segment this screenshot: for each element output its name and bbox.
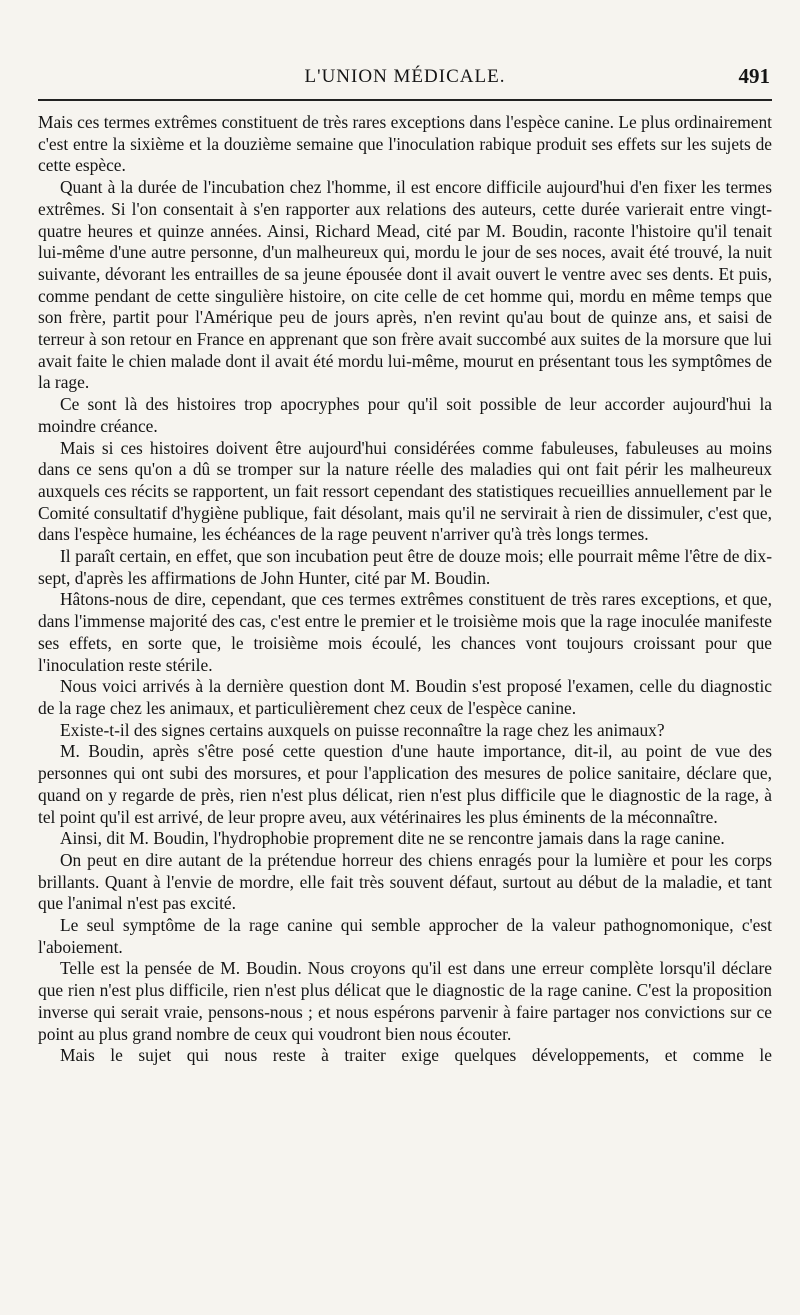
header-rule [38, 99, 772, 101]
body-text [38, 112, 772, 1067]
paragraph: Telle est la pensée de M. Boudin. Nous croyons qu'il est dans une erreur complète lorsqu'il déclare que rien n'est plus difficile, rien n'est plus délicat que le diagnostic de la rage canine. C'est la proposition inverse qui serait vraie, pensons-nous ; et nous espérons parvenir à faire partager nos convictions sur ce point au plus grand nombre de ceux qui voudront bien nous écouter. [38, 958, 772, 1044]
paragraph: Existe-t-il des signes certains auxquels on puisse reconnaître la rage chez les animaux? [60, 719, 665, 740]
running-head [38, 62, 772, 96]
paragraph: Mais si ces histoires doivent être aujourd'hui considérées comme fabuleuses, fabuleuses au moins dans ce sens qu'on a dû se tromper sur la nature réelle des maladies qui ont fait périr les malheureux auxquels ces récits se rapportent, un fait ressort cependant des statistiques recueillies annuellement par le Comité consultatif d'hygiène publique, fait désolant, mais qu'il ne servirait à rien de dissimuler, c'est que, dans l'espèce humaine, les échéances de la rage peuvent n'arriver qu'à très longs termes. [38, 437, 772, 545]
paragraph: Hâtons-nous de dire, cependant, que ces termes extrêmes constituent de très rares exceptions, et que, dans l'immense majorité des cas, c'est entre le premier et le troisième mois que la rage inoculée manifeste ses effets, en sorte que, le troisième mois écoulé, les chances vont toujours croissant pour que l'inoculation reste stérile. [38, 589, 772, 675]
page-number: 491 [738, 64, 770, 88]
paragraph: Mais ces termes extrêmes constituent de très rares exceptions dans l'espèce canine. Le plus ordinairement c'est entre la sixième et la douzième semaine que l'inoculation rabique produit ses effets sur les sujets de cette espèce. [38, 112, 772, 176]
paragraph: Nous voici arrivés à la dernière question dont M. Boudin s'est proposé l'examen, celle du diagnostic de la rage chez les animaux, et particulièrement chez ceux de l'espèce canine. [38, 676, 772, 718]
paragraph: Ce sont là des histoires trop apocryphes pour qu'il soit possible de leur accorder aujourd'hui la moindre créance. [38, 394, 772, 436]
paragraph: Mais le sujet qui nous reste à traiter exige quelques développements, et comme le [60, 1045, 772, 1066]
running-title: L'UNION MÉDICALE. [304, 66, 506, 87]
paragraph: Ainsi, dit M. Boudin, l'hydrophobie proprement dite ne se rencontre jamais dans la rage canine. [60, 828, 725, 849]
paragraph: Quant à la durée de l'incubation chez l'homme, il est encore difficile aujourd'hui d'en fixer les termes extrêmes. Si l'on consentait à s'en rapporter aux relations des auteurs, cette durée varierait entre vingt-quatre heures et quinze années. Ainsi, Richard Mead, cité par M. Boudin, raconte l'histoire qu'il tenait lui-même d'une autre personne, d'un malheureux qui, mordu le jour de ses noces, avait été trouvé, la nuit suivante, dévorant les entrailles de sa jeune épousée dont il avait ouvert le ventre avec ses dents. Et puis, comme pendant de cette singulière histoire, on cite celle de cet homme qui, mordu en même temps que son frère, partit pour l'Amérique peu de jours après, n'en revint qu'au bout de quinze ans, et saisi de terreur à son retour en France en apprenant que son frère avait succombé aux suites de la morsure que lui avait faite le chien malade dont il avait été mordu lui-même, mourut en présentant tous les symptômes de la rage. [38, 177, 772, 393]
paragraph: M. Boudin, après s'être posé cette question d'une haute importance, dit-il, au point de vue des personnes qui ont subi des morsures, et pour l'application des mesures de police sanitaire, déclare que, quand on y regarde de près, rien n'est plus délicat, rien n'est plus difficile que le diagnostic de la rage, à tel point qu'il est arrivé, de leur propre aveu, aux vétérinaires les plus éminents de la méconnaître. [38, 741, 772, 827]
paragraph: Il paraît certain, en effet, que son incubation peut être de douze mois; elle pourrait même l'être de dix-sept, d'après les affirmations de John Hunter, cité par M. Boudin. [38, 546, 772, 588]
paragraph: On peut en dire autant de la prétendue horreur des chiens enragés pour la lumière et pour les corps brillants. Quant à l'envie de mordre, elle fait très souvent défaut, surtout au début de la maladie, et tant que l'animal n'est pas excité. [38, 849, 772, 914]
paragraph: Le seul symptôme de la rage canine qui semble approcher de la valeur pathognomonique, c'est l'aboiement. [38, 915, 772, 957]
